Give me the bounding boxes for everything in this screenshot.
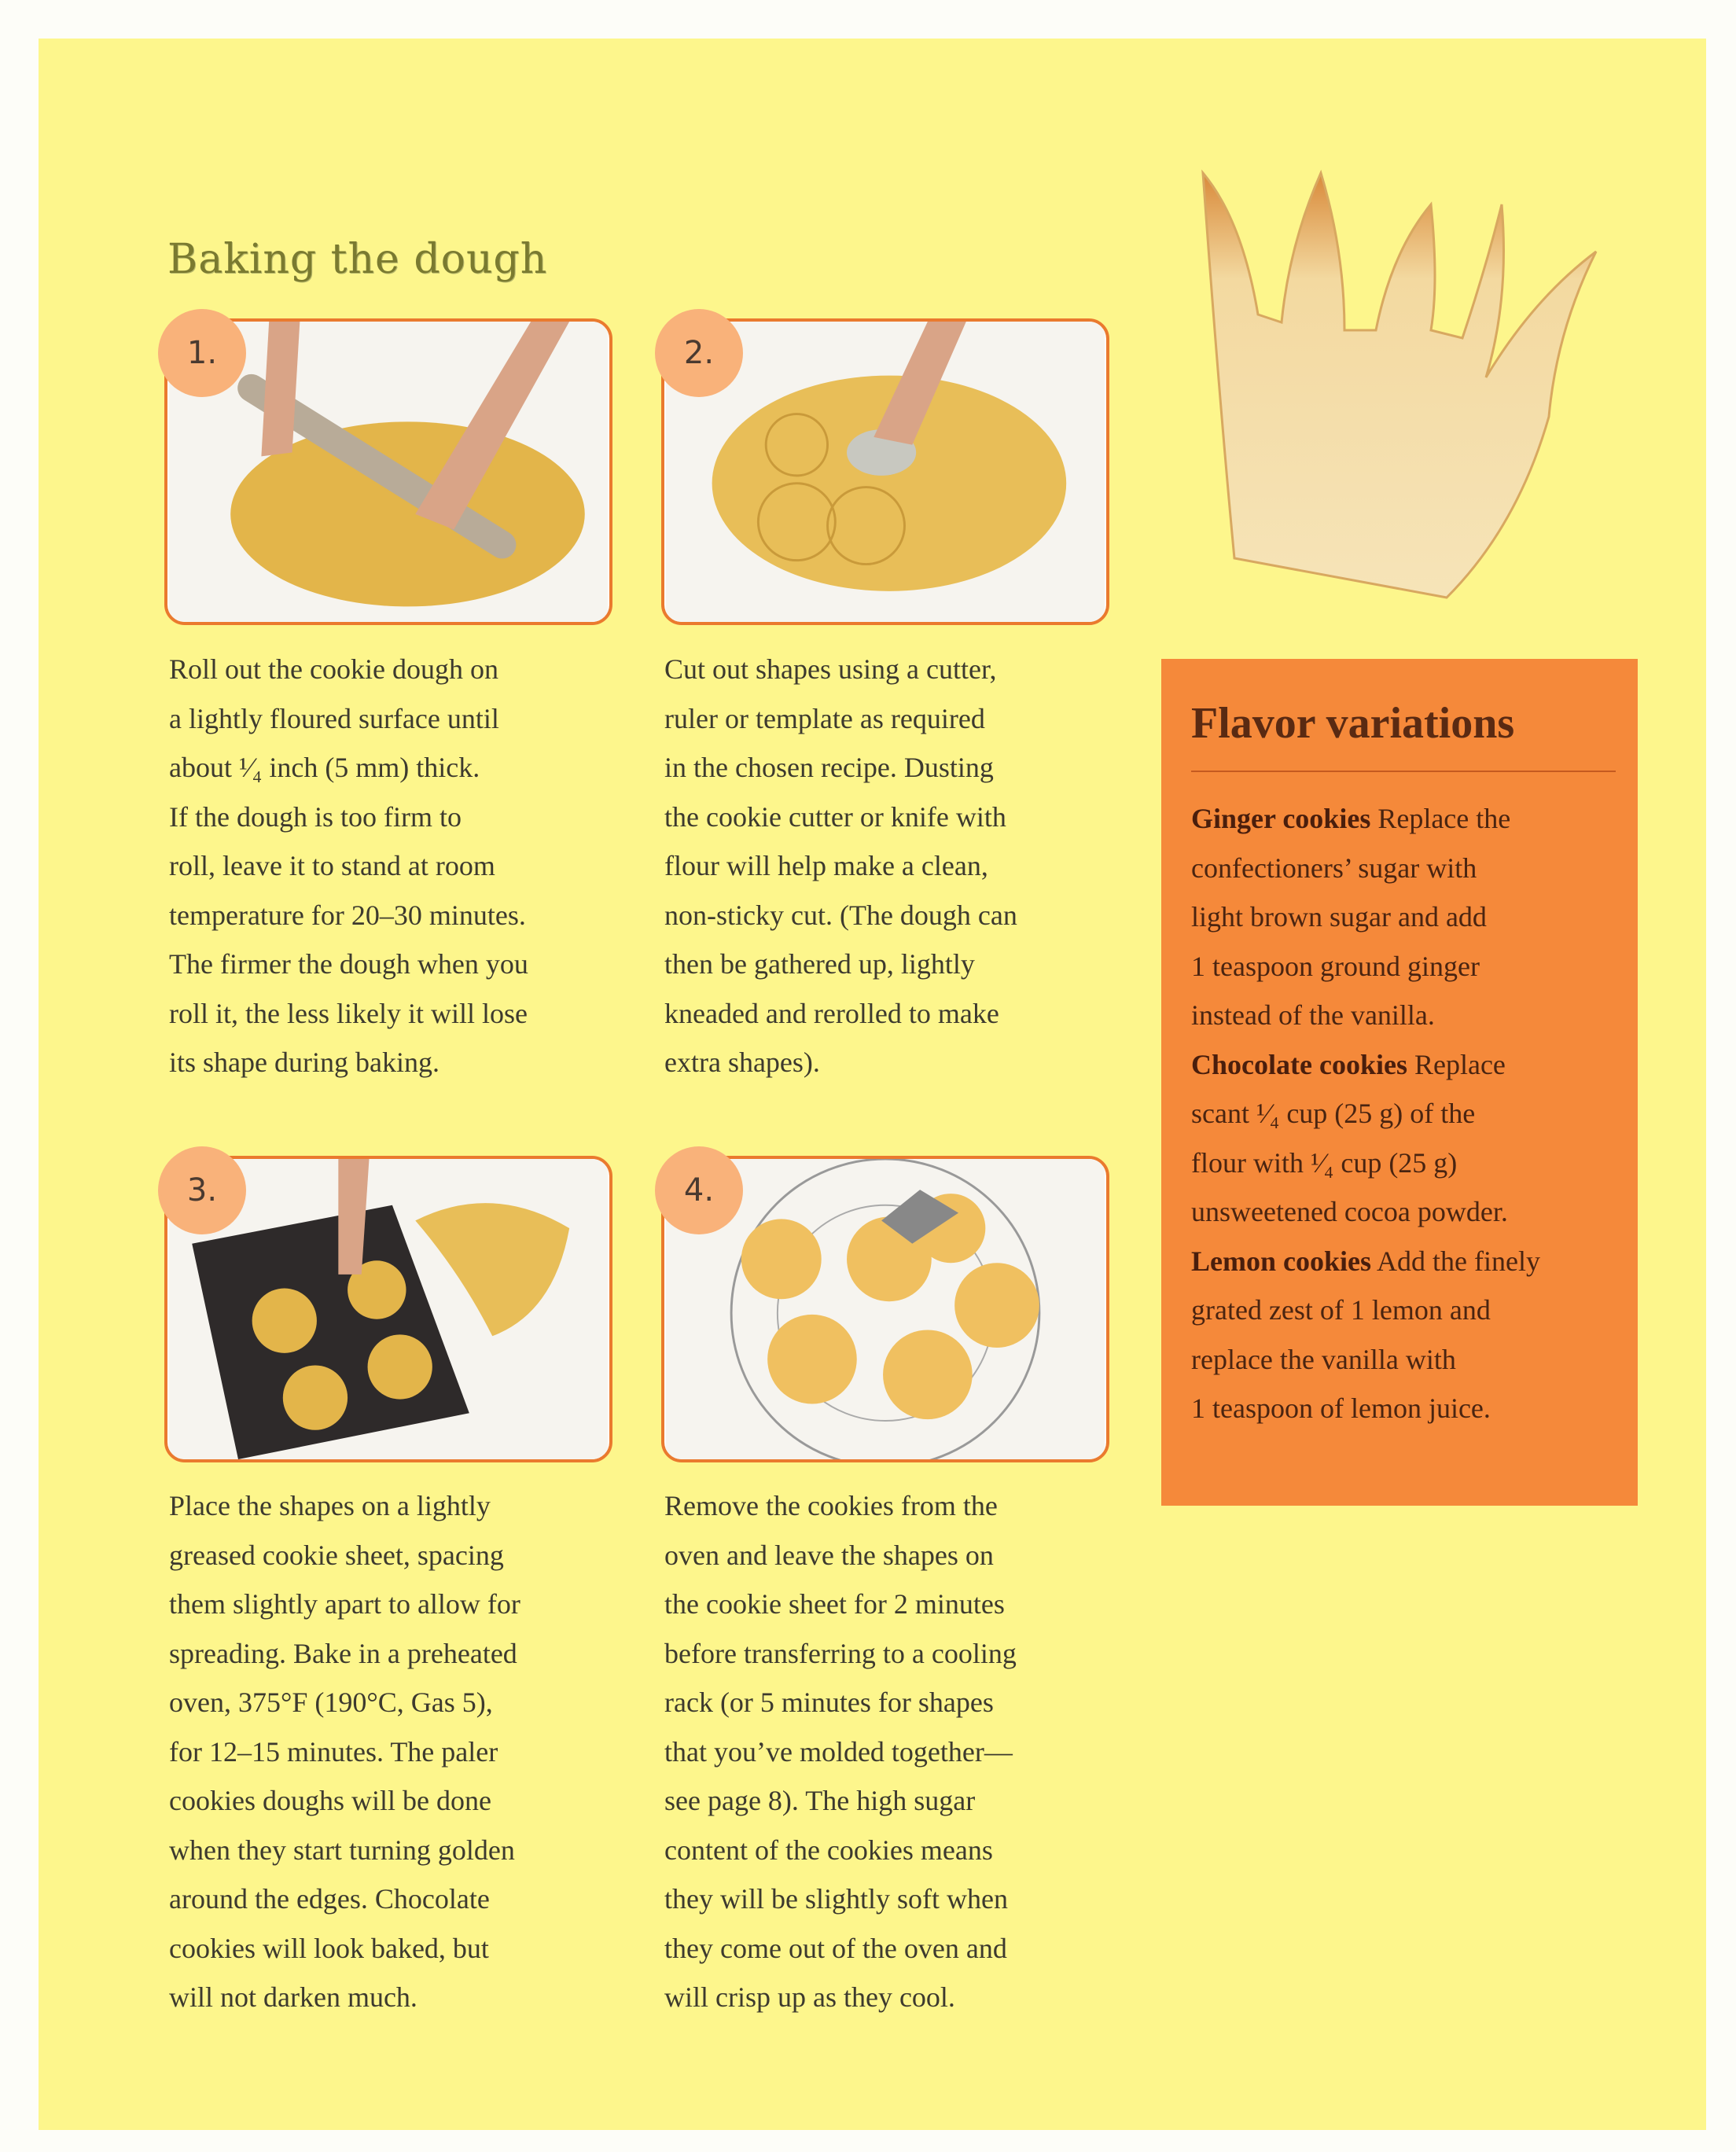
variation-line [1191, 1139, 1540, 1188]
step-4-badge: 4. [658, 1150, 740, 1231]
variation-text: light brown sugar and add [1191, 901, 1487, 933]
text-line: rack (or 5 minutes for shapes [664, 1687, 994, 1718]
variation-text: Add the finely [1371, 1245, 1540, 1277]
variation-line [1191, 1335, 1540, 1385]
text-line: them slightly apart to allow for [169, 1588, 520, 1620]
variation-text: Replace [1407, 1048, 1506, 1080]
divider [1191, 771, 1616, 772]
variation-text: grated zest of 1 lemon and [1191, 1294, 1491, 1326]
text-line: roll it, the less likely it will lose [169, 997, 528, 1029]
variation-text: 1 teaspoon ground ginger [1191, 950, 1480, 982]
variation-line [1191, 991, 1540, 1040]
page-title: Baking the dough [167, 236, 548, 283]
text-line: greased cookie sheet, spacing [169, 1539, 504, 1571]
text-line: extra shapes). [664, 1047, 820, 1078]
text-line: before transferring to a cooling [664, 1637, 1017, 1669]
variation-line [1191, 942, 1540, 991]
text-line: Place the shapes on a lightly [169, 1490, 491, 1521]
text-line: cookies will look baked, but [169, 1932, 489, 1964]
step-4-text [664, 1481, 1017, 2022]
text-line: non-sticky cut. (The dough can [664, 899, 1017, 931]
variation-line [1191, 1089, 1540, 1139]
text-line: see page 8). The high sugar [664, 1785, 976, 1816]
text-line: the cookie cutter or knife with [664, 800, 1006, 833]
text-line: the cookie sheet for 2 minutes [664, 1588, 1005, 1620]
variation-text: confectioners’ sugar with [1191, 852, 1477, 884]
variation-name: Chocolate cookies [1191, 1048, 1407, 1080]
text-line: roll, leave it to stand at room [169, 850, 495, 881]
step-3-badge: 3. [161, 1150, 243, 1231]
text-line: cookies doughs will be done [169, 1785, 491, 1816]
text-line: that you’ve molded together— [664, 1735, 1013, 1768]
text-line: will not darken much. [169, 1981, 417, 2013]
text-line: ruler or template as required [664, 702, 985, 734]
variation-line [1191, 1237, 1540, 1286]
text-line: about ¹⁄₄ inch (5 mm) thick. [169, 752, 480, 783]
variation-name: Lemon cookies [1191, 1245, 1371, 1277]
text-line: then be gathered up, lightly [664, 948, 975, 980]
variation-line [1191, 794, 1540, 844]
text-line: they come out of the oven and [664, 1932, 1007, 1964]
text-line: they will be slightly soft when [664, 1883, 1008, 1915]
text-line: Remove the cookies from the [664, 1490, 998, 1521]
text-line: If the dough is too firm to [169, 800, 462, 833]
step-3-text [169, 1481, 520, 2022]
text-line: temperature for 20–30 minutes. [169, 899, 526, 931]
variation-line [1191, 1286, 1540, 1335]
variation-text: scant ¹⁄₄ cup (25 g) of the [1191, 1098, 1476, 1129]
flavor-variations-title: Flavor variations [1191, 699, 1515, 748]
text-line: content of the cookies means [664, 1834, 993, 1866]
step-2-badge: 2. [658, 312, 740, 394]
step-1-text [169, 645, 528, 1087]
crown-cookie-image [1187, 157, 1612, 613]
variation-line [1191, 1187, 1540, 1237]
text-line: for 12–15 minutes. The paler [169, 1735, 498, 1768]
text-line: spreading. Bake in a preheated [169, 1637, 517, 1669]
text-line: its shape during baking. [169, 1047, 440, 1078]
variation-text: unsweetened cocoa powder. [1191, 1196, 1508, 1227]
step-1-badge: 1. [161, 312, 243, 394]
variation-text: 1 teaspoon of lemon juice. [1191, 1392, 1491, 1424]
variation-line [1191, 1040, 1540, 1090]
step-2-text [664, 645, 1017, 1087]
text-line: when they start turning golden [169, 1834, 515, 1866]
text-line: Cut out shapes using a cutter, [664, 653, 997, 685]
variation-name: Ginger cookies [1191, 803, 1371, 834]
variation-text: flour with ¹⁄₄ cup (25 g) [1191, 1146, 1458, 1179]
variation-line [1191, 844, 1540, 893]
text-line: Roll out the cookie dough on [169, 653, 498, 685]
text-line: oven, 375°F (190°C, Gas 5), [169, 1687, 493, 1718]
text-line: oven and leave the shapes on [664, 1539, 994, 1571]
text-line: around the edges. Chocolate [169, 1883, 490, 1915]
variation-line [1191, 892, 1540, 942]
text-line: will crisp up as they cool. [664, 1981, 955, 2013]
text-line: in the chosen recipe. Dusting [664, 752, 994, 783]
text-line: flour will help make a clean, [664, 850, 988, 881]
text-line: a lightly floured surface until [169, 702, 499, 734]
variation-text: Replace the [1370, 803, 1511, 834]
flavor-variations-box [1161, 659, 1638, 1506]
text-line: kneaded and rerolled to make [664, 997, 999, 1029]
flavor-variations-text [1191, 794, 1540, 1433]
variation-text: replace the vanilla with [1191, 1343, 1456, 1375]
variation-text: instead of the vanilla. [1191, 999, 1435, 1031]
variation-line [1191, 1384, 1540, 1433]
text-line: The firmer the dough when you [169, 948, 528, 980]
